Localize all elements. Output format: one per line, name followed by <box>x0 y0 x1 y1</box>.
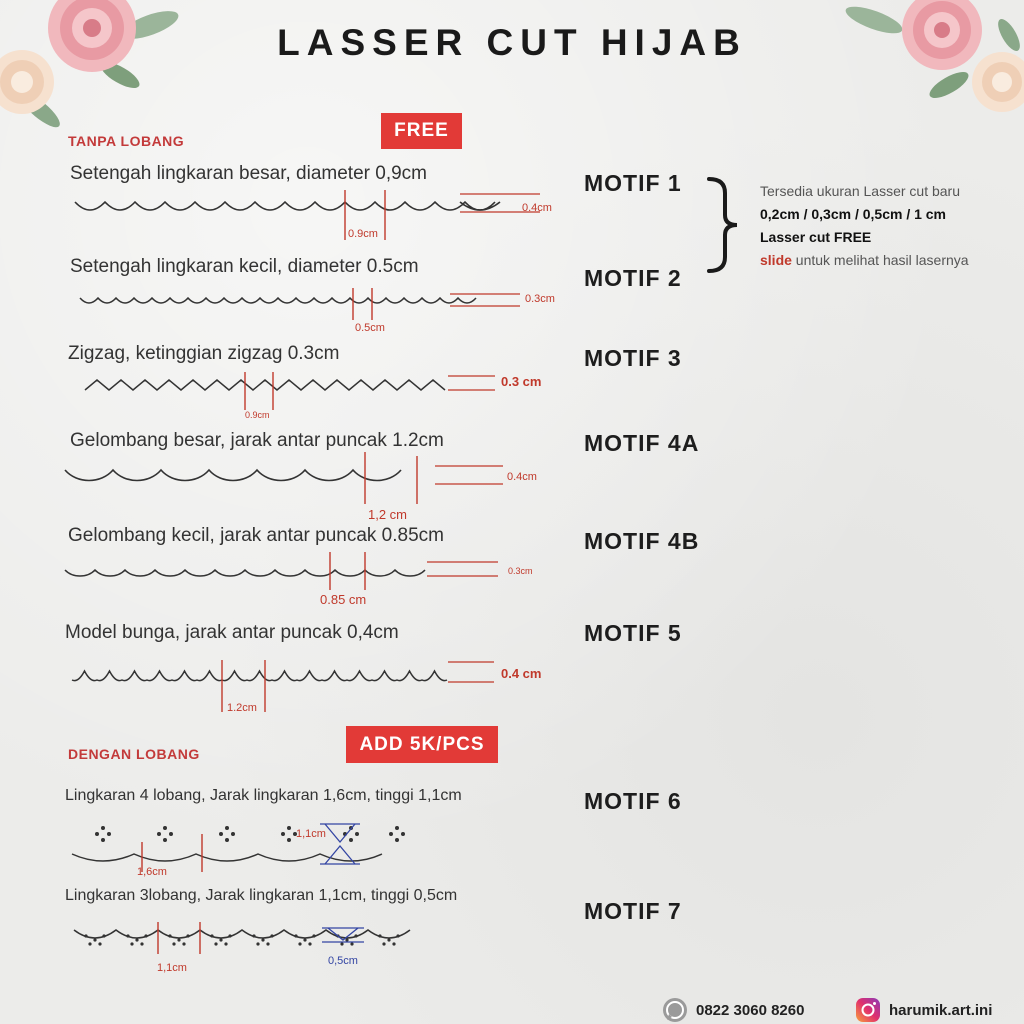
hole-dot <box>93 938 96 941</box>
side-info-slide-rest: untuk melihat hasil lasernya <box>791 252 969 268</box>
whatsapp-number: 0822 3060 8260 <box>696 1001 805 1019</box>
motif-1-name: MOTIF 1 <box>584 170 682 196</box>
hole-dot <box>256 942 259 945</box>
hole-dot <box>157 832 161 836</box>
hole-dot <box>281 832 285 836</box>
motif-4b-name: MOTIF 4B <box>584 528 700 554</box>
hole-dot <box>98 942 101 945</box>
motif-7-dim-a: 1,1cm <box>157 962 187 974</box>
motif-5-pattern <box>72 660 552 715</box>
hole-dot <box>163 826 167 830</box>
hole-dot <box>101 826 105 830</box>
hole-dot <box>382 942 385 945</box>
motif-7-name: MOTIF 7 <box>584 898 682 924</box>
instagram-icon <box>855 997 881 1023</box>
motif-4a-pattern <box>65 452 545 512</box>
motif-3-description: Zigzag, ketinggian zigzag 0.3cm <box>68 343 340 364</box>
motif-3-name: MOTIF 3 <box>584 345 682 371</box>
brace-icon <box>705 175 745 275</box>
motif-7-pattern <box>72 918 412 968</box>
motif-4a-dim-a: 1,2 cm <box>368 507 408 522</box>
hole-dot <box>219 938 222 941</box>
hole-dot <box>396 934 399 937</box>
hole-dot <box>389 832 393 836</box>
rose-flower-icon <box>0 0 190 130</box>
instagram-contact[interactable] <box>855 997 992 1023</box>
motif-6-dim-b: 1,1cm <box>296 828 326 840</box>
hole-dot <box>102 934 105 937</box>
section-label-with-hole: DENGAN LOBANG <box>68 746 200 762</box>
hole-dot <box>84 934 87 937</box>
hole-dot <box>101 838 105 842</box>
motif-7-dim-b: 0,5cm <box>328 955 358 967</box>
motif-3-pattern <box>80 372 560 417</box>
side-info-free: Lasser cut FREE <box>760 229 872 245</box>
hole-dot <box>177 938 180 941</box>
hole-dot <box>225 826 229 830</box>
hole-dot <box>172 942 175 945</box>
motif-5-dim-a: 1.2cm <box>227 702 257 714</box>
hole-dot <box>395 826 399 830</box>
hole-dot <box>214 942 217 945</box>
hole-dot <box>163 838 167 842</box>
hole-dot <box>95 832 99 836</box>
hole-dot <box>266 942 269 945</box>
hole-dot <box>392 942 395 945</box>
hole-dot <box>294 934 297 937</box>
add-5k-badge: ADD 5K/PCS <box>346 726 498 763</box>
hole-dot <box>144 934 147 937</box>
motif-3-dim-b: 0.3 cm <box>501 374 542 389</box>
motif-2-pattern <box>75 288 555 328</box>
motif-1-pattern <box>70 190 550 250</box>
whatsapp-contact[interactable] <box>662 997 804 1023</box>
motif-4b-dim-b: 0.3cm <box>508 566 533 576</box>
hole-dot <box>225 838 229 842</box>
hole-dot <box>231 832 235 836</box>
hole-dot <box>252 934 255 937</box>
hole-dot <box>261 938 264 941</box>
hole-dot <box>303 938 306 941</box>
motif-3-dim-a: 0.9cm <box>245 410 270 420</box>
hole-dot <box>354 934 357 937</box>
hole-dot <box>378 934 381 937</box>
hole-dot <box>270 934 273 937</box>
hole-dot <box>168 934 171 937</box>
instagram-handle: harumik.art.ini <box>889 1001 993 1019</box>
rose-flower-icon <box>834 0 1024 130</box>
motif-4b-description: Gelombang kecil, jarak antar puncak 0.85cm <box>68 525 444 546</box>
hole-dot <box>182 942 185 945</box>
motif-4a-name: MOTIF 4A <box>584 430 700 456</box>
hole-dot <box>308 942 311 945</box>
side-info-sizes: 0,2cm / 0,3cm / 0,5cm / 1 cm <box>760 206 947 222</box>
motif-6-dim-a: 1,6cm <box>137 866 167 878</box>
hole-dot <box>287 826 291 830</box>
motif-4b-dim-a: 0.85 cm <box>320 592 367 607</box>
hole-dot <box>345 938 348 941</box>
motif-5-description: Model bunga, jarak antar puncak 0,4cm <box>65 622 399 643</box>
hole-dot <box>126 934 129 937</box>
hole-dot <box>169 832 173 836</box>
hole-dot <box>287 838 291 842</box>
hole-dot <box>395 838 399 842</box>
hole-dot <box>401 832 405 836</box>
motif-1-dim-b: 0.4cm <box>522 202 552 214</box>
section-label-without-hole: TANPA LOBANG <box>68 133 185 149</box>
hole-dot <box>340 942 343 945</box>
motif-1-dim-a: 0.9cm <box>348 228 378 240</box>
motif-6-pattern <box>70 822 410 882</box>
motif-5-name: MOTIF 5 <box>584 620 682 646</box>
hole-dot <box>387 938 390 941</box>
hole-dot <box>228 934 231 937</box>
hole-dot <box>186 934 189 937</box>
hole-dot <box>312 934 315 937</box>
motif-6-description: Lingkaran 4 lobang, Jarak lingkaran 1,6cm, tinggi 1,1cm <box>65 787 462 804</box>
hole-dot <box>224 942 227 945</box>
hole-dot <box>140 942 143 945</box>
hole-dot <box>88 942 91 945</box>
hole-dot <box>135 938 138 941</box>
side-info-slide: slide <box>760 252 792 268</box>
motif-2-description: Setengah lingkaran kecil, diameter 0.5cm <box>70 256 419 277</box>
hole-dot <box>349 838 353 842</box>
hole-dot <box>355 832 359 836</box>
motif-6-name: MOTIF 6 <box>584 788 682 814</box>
hole-dot <box>350 942 353 945</box>
motif-2-name: MOTIF 2 <box>584 265 682 291</box>
motif-1-description: Setengah lingkaran besar, diameter 0,9cm <box>70 163 427 184</box>
side-info-line1: Tersedia ukuran Lasser cut baru <box>760 183 960 199</box>
motif-4b-pattern <box>65 552 545 597</box>
hole-dot <box>298 942 301 945</box>
motif-5-dim-b: 0.4 cm <box>501 666 542 681</box>
motif-4a-description: Gelombang besar, jarak antar puncak 1.2cm <box>70 430 444 451</box>
motif-2-dim-b: 0.3cm <box>525 293 555 305</box>
whatsapp-icon <box>662 997 688 1023</box>
motif-2-dim-a: 0.5cm <box>355 322 385 334</box>
hole-dot <box>210 934 213 937</box>
free-badge: FREE <box>381 113 462 149</box>
hole-dot <box>107 832 111 836</box>
hole-dot <box>130 942 133 945</box>
motif-7-description: Lingkaran 3lobang, Jarak lingkaran 1,1cm, tinggi 0,5cm <box>65 887 458 904</box>
side-info <box>760 180 969 272</box>
motif-4a-dim-b: 0.4cm <box>507 471 537 483</box>
hole-dot <box>219 832 223 836</box>
page-title: LASSER CUT HIJAB <box>277 22 747 63</box>
